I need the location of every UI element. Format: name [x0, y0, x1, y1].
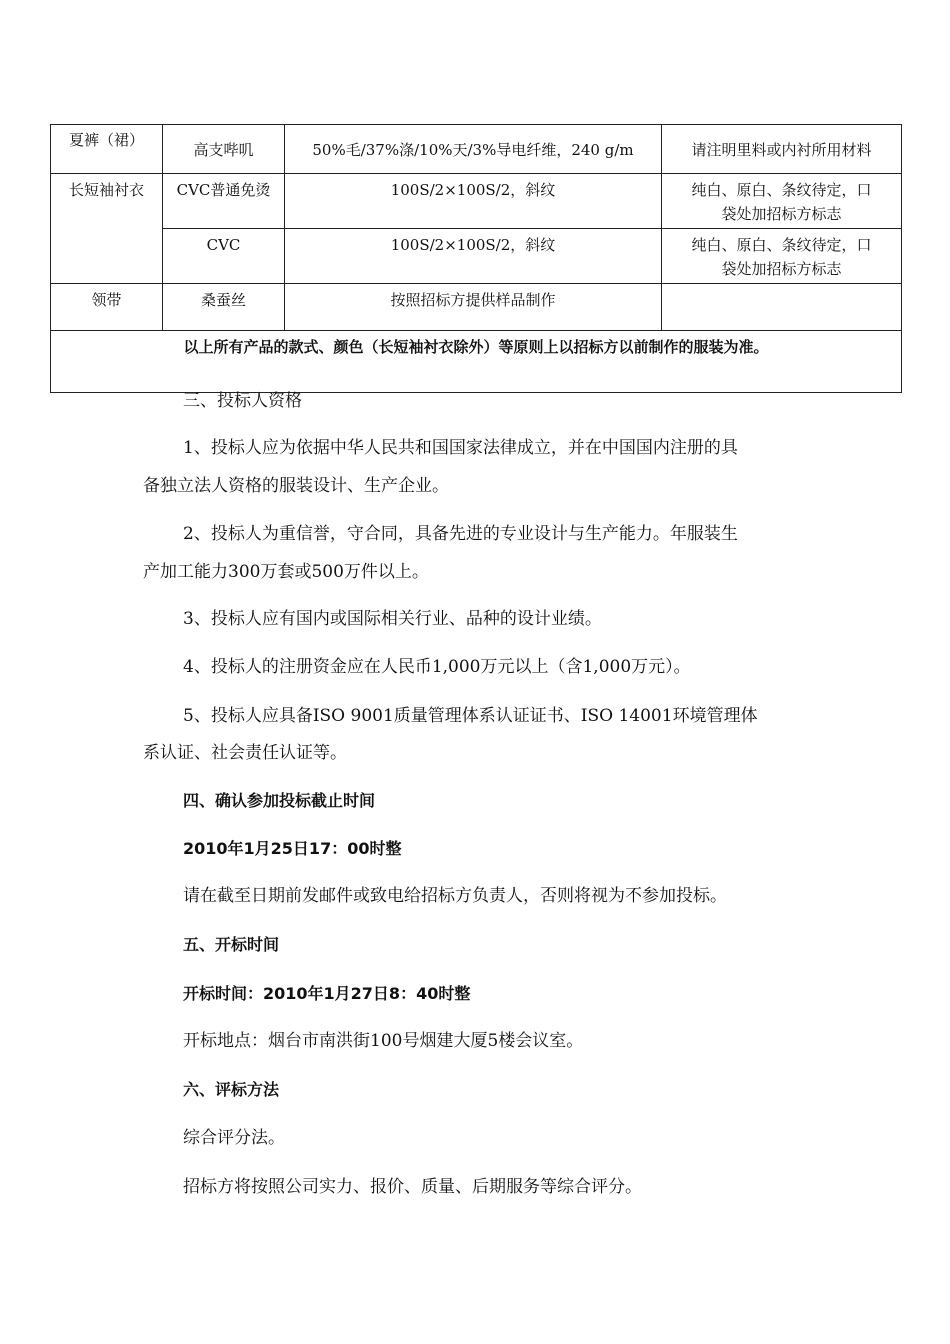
table-row	[51, 331, 902, 393]
paragraph-line: 5、投标人应具备ISO 9001质量管理体系认证证书、ISO 14001环境管理体	[183, 706, 758, 726]
fabric-cell: 桑蚕丝	[163, 284, 285, 331]
note-cell	[662, 229, 902, 284]
note-line: 纯白、原白、条纹待定，口	[691, 181, 872, 199]
opening-place: 开标地点：烟台市南洪街100号烟建大厦5楼会议室。	[183, 1031, 584, 1051]
category-cell: 夏裤（裙）	[51, 125, 163, 174]
composition-cell: 50%毛/37%涤/10%天/3%导电纤维，240 g/m	[285, 125, 662, 174]
section-heading: 五、开标时间	[183, 935, 280, 954]
section-heading: 四、确认参加投标截止时间	[183, 791, 376, 810]
fabric-cell: 高支哔叽	[163, 125, 285, 174]
table-row	[51, 229, 902, 284]
paragraph-line: 招标方将按照公司实力、报价、质量、后期服务等综合评分。	[183, 1177, 642, 1197]
paragraph-line: 系认证、社会责任认证等。	[143, 743, 347, 763]
paragraph-line: 1、投标人应为依据中华人民共和国国家法律成立，并在中国国内注册的具	[183, 438, 738, 458]
table-row	[51, 125, 902, 174]
paragraph-line: 4、投标人的注册资金应在人民币1,000万元以上（含1,000万元）。	[183, 657, 691, 677]
paragraph-line: 综合评分法。	[183, 1128, 285, 1148]
paragraph-line: 备独立法人资格的服装设计、生产企业。	[143, 476, 449, 496]
composition-cell: 100S/2×100S/2，斜纹	[285, 174, 662, 229]
note-line: 纯白、原白、条纹待定，口	[691, 236, 872, 254]
spec-table	[50, 124, 902, 393]
composition-cell: 100S/2×100S/2，斜纹	[285, 229, 662, 284]
note-cell	[662, 284, 902, 331]
category-cell: 领带	[51, 284, 163, 331]
opening-time: 开标时间：2010年1月27日8：40时整	[183, 984, 471, 1003]
note-cell: 请注明里料或内衬所用材料	[662, 125, 902, 174]
section-heading: 六、评标方法	[183, 1080, 280, 1099]
note-line: 袋处加招标方标志	[721, 260, 842, 278]
deadline-text: 2010年1月25日17：00时整	[183, 839, 402, 858]
composition-cell: 按照招标方提供样品制作	[285, 284, 662, 331]
table-row	[51, 174, 902, 229]
fabric-cell: CVC普通免烫	[163, 174, 285, 229]
summary-note: 以上所有产品的款式、颜色（长短袖衬衣除外）等原则上以招标方以前制作的服装为准。	[51, 331, 902, 393]
note-cell	[662, 174, 902, 229]
category-cell: 长短袖衬衣	[51, 174, 163, 284]
section-heading: 三、投标人资格	[183, 391, 302, 411]
paragraph-line: 请在截至日期前发邮件或致电给招标方负责人，否则将视为不参加投标。	[183, 886, 727, 906]
paragraph-line: 2、投标人为重信誉，守合同，具备先进的专业设计与生产能力。年服装生	[183, 524, 738, 544]
table-row	[51, 284, 902, 331]
paragraph-line: 3、投标人应有国内或国际相关行业、品种的设计业绩。	[183, 609, 602, 629]
fabric-cell: CVC	[163, 229, 285, 284]
paragraph-line: 产加工能力300万套或500万件以上。	[143, 562, 429, 582]
note-line: 袋处加招标方标志	[721, 205, 842, 223]
